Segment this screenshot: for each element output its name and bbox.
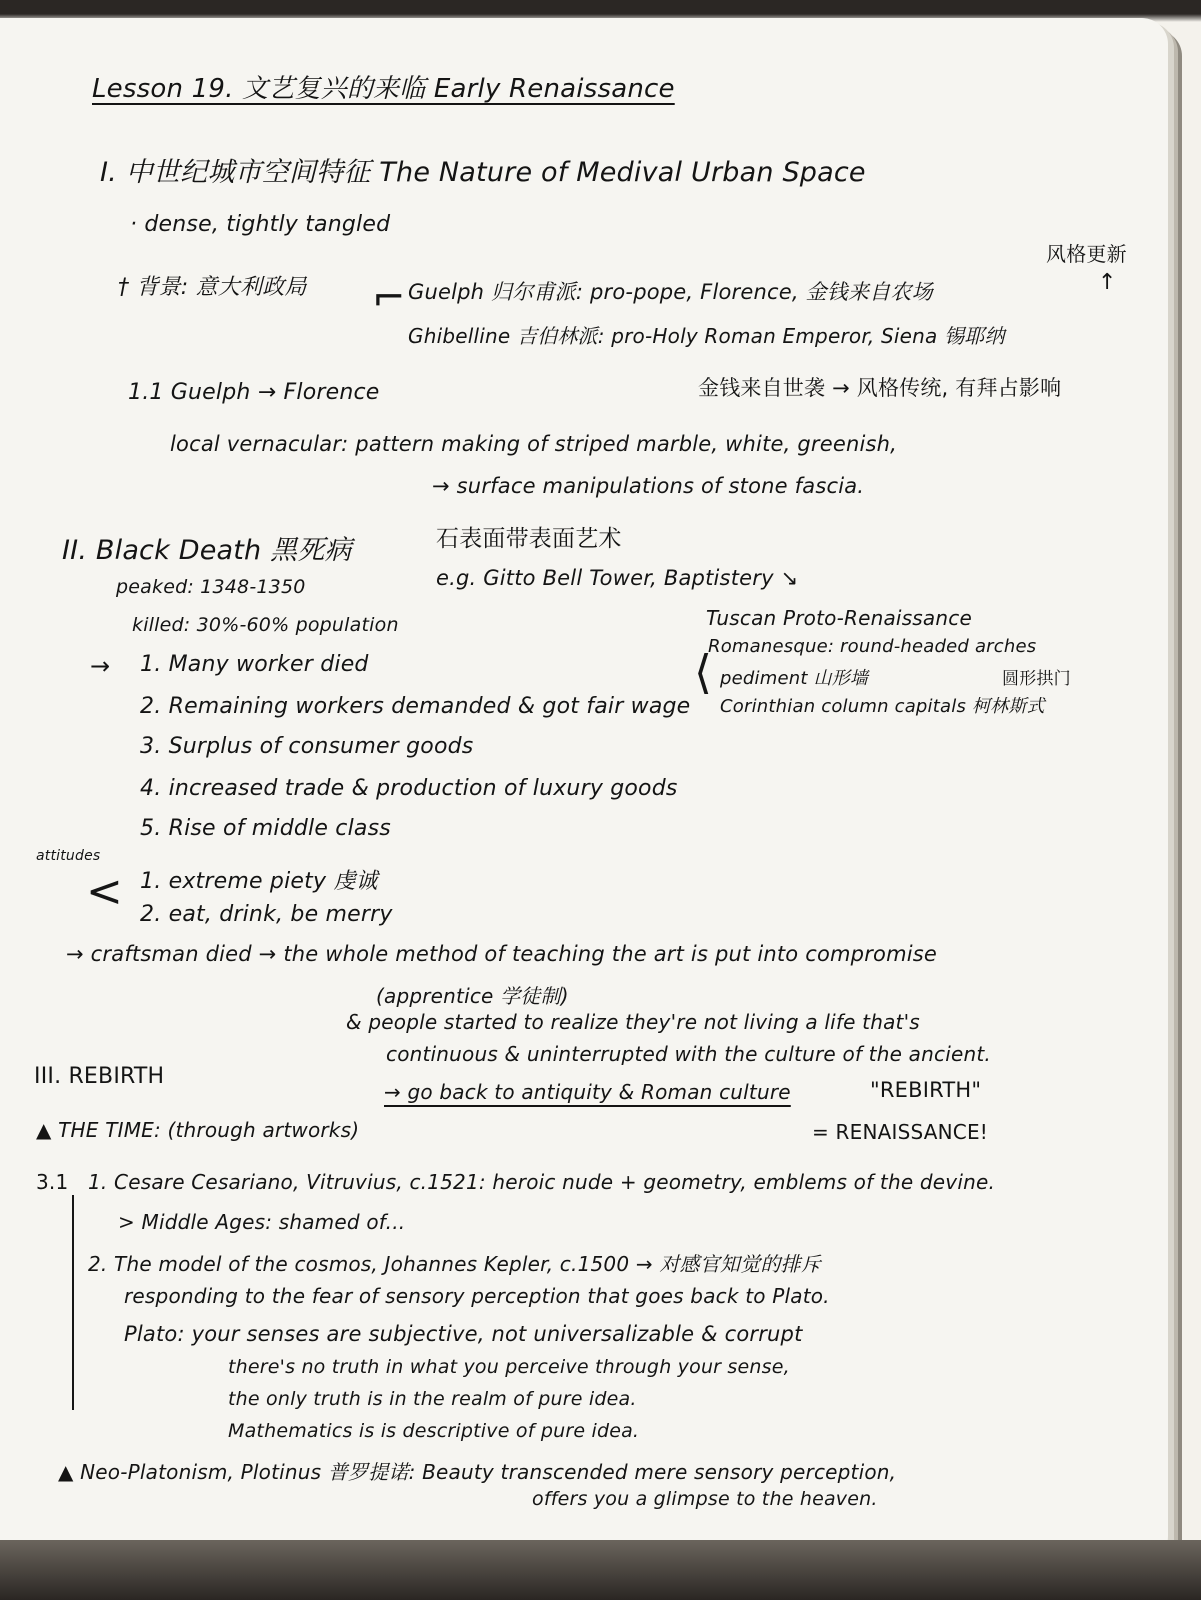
section-1-heading: I. 中世纪城市空间特征 The Nature of Medival Urban Space xyxy=(100,157,866,188)
s2-list-4: 4. increased trade & production of luxury goods xyxy=(140,776,678,801)
s1-style-label: 风格更新 xyxy=(1046,242,1127,266)
s3-bracket-line xyxy=(72,1195,74,1410)
s2-attitude-1: 1. extreme piety 虔诚 xyxy=(140,869,378,894)
s2-list-1: 1. Many worker died xyxy=(140,652,369,677)
s3-the-time: ▲ THE TIME: (through artworks) xyxy=(36,1118,360,1142)
s3-middle-ages: > Middle Ages: shamed of... xyxy=(118,1210,406,1234)
s3-plato-3: the only truth is in the realm of pure idea. xyxy=(228,1388,637,1410)
s3-plato-2: there's no truth in what you perceive through your sense, xyxy=(228,1356,790,1378)
s3-subsection-label: 3.1 xyxy=(36,1170,69,1194)
s2-apprentice: (apprentice 学徒制) xyxy=(376,984,569,1008)
s1-background: † 背景: 意大利政局 xyxy=(118,275,307,300)
s2-renaissance: = RENAISSANCE! xyxy=(812,1120,989,1144)
s3-item-2: 2. The model of the cosmos, Johannes Kepler, c.1500 → 对感官知觉的排斥 xyxy=(88,1252,821,1276)
s2-killed: killed: 30%-60% population xyxy=(132,614,399,636)
page-edge-shadow xyxy=(0,1540,1201,1600)
s2-continuous: continuous & uninterrupted with the culture of the ancient. xyxy=(386,1042,991,1066)
s2-list-2: 2. Remaining workers demanded & got fair wage xyxy=(140,694,691,719)
s1-1-heading: 1.1 Guelph → Florence xyxy=(128,380,380,405)
s1-1-cn: 石表面带表面艺术 xyxy=(436,526,622,552)
s3-responding: responding to the fear of sensory perception that goes back to Plato. xyxy=(124,1284,830,1308)
s2-attitudes: attitudes xyxy=(36,848,101,864)
s1-bracket: ⌐ xyxy=(372,275,406,321)
s2-people: & people started to realize they're not living a life that's xyxy=(346,1010,920,1034)
s1-ghibelline: Ghibelline 吉伯林派: pro-Holy Roman Emperor, Siena 锡耶纳 xyxy=(408,324,1005,348)
s3-plato-4: Mathematics is is descriptive of pure idea. xyxy=(228,1420,640,1442)
s1-1-surface: → surface manipulations of stone fascia. xyxy=(432,474,865,498)
s2-arrow: → xyxy=(90,652,111,680)
s1-1-vernacular: local vernacular: pattern making of striped marble, white, greenish, xyxy=(170,432,898,456)
section-3-heading: III. REBIRTH xyxy=(34,1064,165,1089)
s1-ghibelline-note: 金钱来自世袭 → 风格传统, 有拜占影响 xyxy=(698,376,1062,400)
s1-1-romanesque: Romanesque: round-headed arches xyxy=(708,636,1037,657)
s1-1-pediment: pediment 山形墙 xyxy=(720,668,869,689)
lesson-title: Lesson 19. 文艺复兴的来临 Early Renaissance xyxy=(92,74,675,104)
s2-craftsman: → craftsman died → the whole method of teaching the art is put into compromise xyxy=(66,942,938,966)
s3-neo-platonism-2: offers you a glimpse to the heaven. xyxy=(532,1488,878,1510)
s1-1-tuscan: Tuscan Proto-Renaissance xyxy=(706,606,972,630)
s1-1-eg: e.g. Gitto Bell Tower, Baptistery ↘ xyxy=(436,566,799,590)
s3-item-1: 1. Cesare Cesariano, Vitruvius, c.1521: heroic nude + geometry, emblems of the devine. xyxy=(88,1170,996,1194)
s2-list-5: 5. Rise of middle class xyxy=(140,816,391,841)
s1-1-arch-cn: 圆形拱门 xyxy=(1002,669,1071,689)
s3-plato: Plato: your senses are subjective, not universalizable & corrupt xyxy=(124,1322,803,1346)
s1-guelph: Guelph 归尔甫派: pro-pope, Florence, 金钱来自农场 xyxy=(408,280,933,304)
s1-1-bracket: ⟨ xyxy=(694,645,712,699)
s1-dense: · dense, tightly tangled xyxy=(130,212,391,237)
s2-attitudes-bracket: < xyxy=(86,866,123,917)
s2-rebirth-quote: "REBIRTH" xyxy=(870,1078,982,1102)
s2-attitude-2: 2. eat, drink, be merry xyxy=(140,902,393,927)
s2-go-back: → go back to antiquity & Roman culture xyxy=(384,1080,791,1104)
s1-1-corinthian: Corinthian column capitals 柯林斯式 xyxy=(720,696,1045,717)
s1-up-arrow: ↑ xyxy=(1098,270,1117,295)
s2-peaked: peaked: 1348-1350 xyxy=(116,576,306,598)
section-2-heading: II. Black Death 黑死病 xyxy=(62,535,352,566)
s2-list-3: 3. Surplus of consumer goods xyxy=(140,734,474,759)
s3-neo-platonism: ▲ Neo-Platonism, Plotinus 普罗提诺: Beauty transcended mere sensory perception, xyxy=(58,1460,897,1484)
